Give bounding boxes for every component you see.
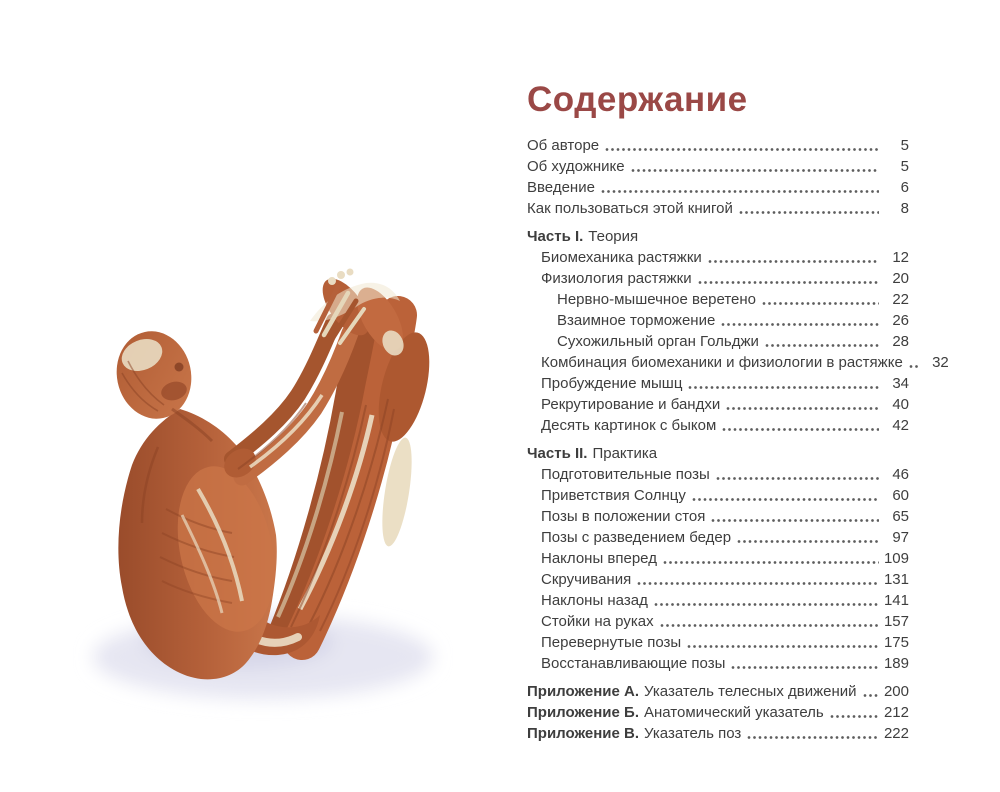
toc-entry-page: 42 bbox=[892, 417, 909, 434]
toc-entry bbox=[527, 331, 909, 352]
toc-entry bbox=[527, 198, 909, 219]
dot-leader bbox=[762, 301, 879, 306]
toc-entry-label: Биомеханика растяжки bbox=[541, 249, 702, 266]
toc-entry bbox=[527, 723, 909, 744]
toc-entry-prefix: Часть I. bbox=[527, 228, 584, 245]
dot-leader bbox=[731, 665, 879, 670]
toc-entry-label: Рекрутирование и бандхи bbox=[541, 396, 721, 413]
toc-entry-page: 212 bbox=[883, 704, 909, 721]
toc-entry bbox=[527, 247, 909, 268]
toc-entry-page: 28 bbox=[892, 333, 909, 350]
toc-entry-page: 8 bbox=[900, 200, 909, 217]
toc-entry bbox=[527, 177, 909, 198]
dot-leader bbox=[654, 602, 879, 607]
dot-leader bbox=[737, 539, 879, 544]
dot-leader bbox=[721, 322, 879, 327]
anatomical-figure-illustration bbox=[48, 252, 478, 732]
toc-entry-page: 222 bbox=[883, 725, 909, 742]
dot-leader bbox=[830, 714, 879, 719]
toc-entry-page: 20 bbox=[892, 270, 909, 287]
toc-entry bbox=[527, 653, 909, 674]
dot-leader bbox=[688, 385, 879, 390]
dot-leader bbox=[605, 147, 879, 152]
toc-entry-page: 65 bbox=[892, 508, 909, 525]
dot-leader bbox=[716, 476, 879, 481]
toc-entry-prefix: Часть II. bbox=[527, 445, 588, 462]
toc-entry-page: 97 bbox=[892, 529, 909, 546]
dot-leader bbox=[631, 168, 879, 173]
ecorche-figure-svg bbox=[48, 252, 478, 732]
dot-leader bbox=[663, 560, 879, 565]
toc-entry bbox=[527, 485, 909, 506]
toc-part-heading bbox=[527, 443, 909, 464]
dot-leader bbox=[726, 406, 879, 411]
toc-entry bbox=[527, 681, 909, 702]
dot-leader bbox=[637, 581, 879, 586]
toc-list bbox=[527, 135, 949, 744]
page-title: Содержание bbox=[527, 80, 748, 119]
dot-leader bbox=[722, 427, 879, 432]
dot-leader bbox=[711, 518, 879, 523]
toc-entry bbox=[527, 268, 909, 289]
toc-entry-label: Об авторе bbox=[527, 137, 600, 154]
toc-entry-label: Об художнике bbox=[527, 158, 625, 175]
dot-leader bbox=[660, 623, 879, 628]
toc-entry bbox=[527, 548, 909, 569]
toc-entry bbox=[527, 352, 949, 373]
toc-entry-label: Указатель телесных движений bbox=[644, 683, 857, 700]
toc-entry-label: Теория bbox=[588, 228, 639, 245]
toc-entry-page: 5 bbox=[900, 158, 909, 175]
dot-leader bbox=[698, 280, 879, 285]
toc-entry bbox=[527, 310, 909, 331]
dot-leader bbox=[765, 343, 879, 348]
toc-entry-label: Скручивания bbox=[541, 571, 632, 588]
toc-entry bbox=[527, 632, 909, 653]
toc-entry-label: Перевернутые позы bbox=[541, 634, 682, 651]
toc-entry-page: 157 bbox=[883, 613, 909, 630]
toc-entry bbox=[527, 373, 909, 394]
toc-entry-label: Анатомический указатель bbox=[643, 704, 824, 721]
toc-entry-label: Нервно-мышечное веретено bbox=[557, 291, 757, 308]
toc-entry bbox=[527, 527, 909, 548]
toc-entry-page: 141 bbox=[883, 592, 909, 609]
toc-entry bbox=[527, 506, 909, 527]
toc-entry bbox=[527, 135, 909, 156]
toc-entry-label: Подготовительные позы bbox=[541, 466, 710, 483]
toc-entry-page: 131 bbox=[883, 571, 909, 588]
toc-entry-prefix: Приложение А. bbox=[527, 683, 640, 700]
toc-entry-page: 40 bbox=[892, 396, 909, 413]
toc-entry-label: Приветствия Солнцу bbox=[541, 487, 686, 504]
toc-entry-page: 175 bbox=[883, 634, 909, 651]
dot-leader bbox=[863, 693, 879, 698]
toc-entry-label: Наклоны назад bbox=[541, 592, 648, 609]
toc-part-heading bbox=[527, 226, 909, 247]
toc-entry-page: 12 bbox=[892, 249, 909, 266]
toc-entry-label: Комбинация биомеханики и физиологии в растяжке bbox=[541, 354, 903, 371]
toc-entry-label: Восстанавливающие позы bbox=[541, 655, 726, 672]
toc-entry-label: Указатель поз bbox=[644, 725, 742, 742]
toc-entry-page: 22 bbox=[892, 291, 909, 308]
toc-entry-label: Позы с разведением бедер bbox=[541, 529, 732, 546]
toc-entry-page: 34 bbox=[892, 375, 909, 392]
toc-entry-label: Десять картинок с быком bbox=[541, 417, 717, 434]
toc-entry bbox=[527, 289, 909, 310]
toc-entry-label: Введение bbox=[527, 179, 595, 196]
dot-leader bbox=[692, 497, 879, 502]
dot-leader bbox=[687, 644, 879, 649]
toc-entry-page: 26 bbox=[892, 312, 909, 329]
toc-entry-page: 6 bbox=[900, 179, 909, 196]
toc-entry-prefix: Приложение Б. bbox=[527, 704, 639, 721]
toc-entry bbox=[527, 590, 909, 611]
toc-entry-label: Физиология растяжки bbox=[541, 270, 692, 287]
table-of-contents bbox=[527, 80, 949, 744]
toc-entry-page: 109 bbox=[883, 550, 909, 567]
toc-entry bbox=[527, 394, 909, 415]
dot-leader bbox=[708, 259, 879, 264]
dot-leader bbox=[601, 189, 879, 194]
toc-entry bbox=[527, 156, 909, 177]
toc-entry-page: 46 bbox=[892, 466, 909, 483]
toc-entry bbox=[527, 569, 909, 590]
toc-entry-page: 32 bbox=[932, 354, 949, 371]
toc-entry bbox=[527, 415, 909, 436]
toc-entry-label: Стойки на руках bbox=[541, 613, 654, 630]
toc-entry-page: 60 bbox=[892, 487, 909, 504]
toc-entry-label: Как пользоваться этой книгой bbox=[527, 200, 733, 217]
toc-entry-label: Взаимное торможение bbox=[557, 312, 716, 329]
toc-entry-page: 5 bbox=[900, 137, 909, 154]
dot-leader bbox=[747, 735, 879, 740]
toc-entry-prefix: Приложение В. bbox=[527, 725, 640, 742]
toc-entry-label: Пробуждение мышц bbox=[541, 375, 683, 392]
toc-entry-label: Наклоны вперед bbox=[541, 550, 657, 567]
toc-entry bbox=[527, 702, 909, 723]
toc-entry bbox=[527, 611, 909, 632]
toc-entry bbox=[527, 464, 909, 485]
dot-leader bbox=[909, 364, 919, 369]
toc-entry-label: Практика bbox=[592, 445, 658, 462]
dot-leader bbox=[739, 210, 879, 215]
toc-entry-page: 189 bbox=[883, 655, 909, 672]
toc-entry-label: Позы в положении стоя bbox=[541, 508, 706, 525]
toc-entry-page: 200 bbox=[883, 683, 909, 700]
toc-entry-label: Сухожильный орган Гольджи bbox=[557, 333, 759, 350]
